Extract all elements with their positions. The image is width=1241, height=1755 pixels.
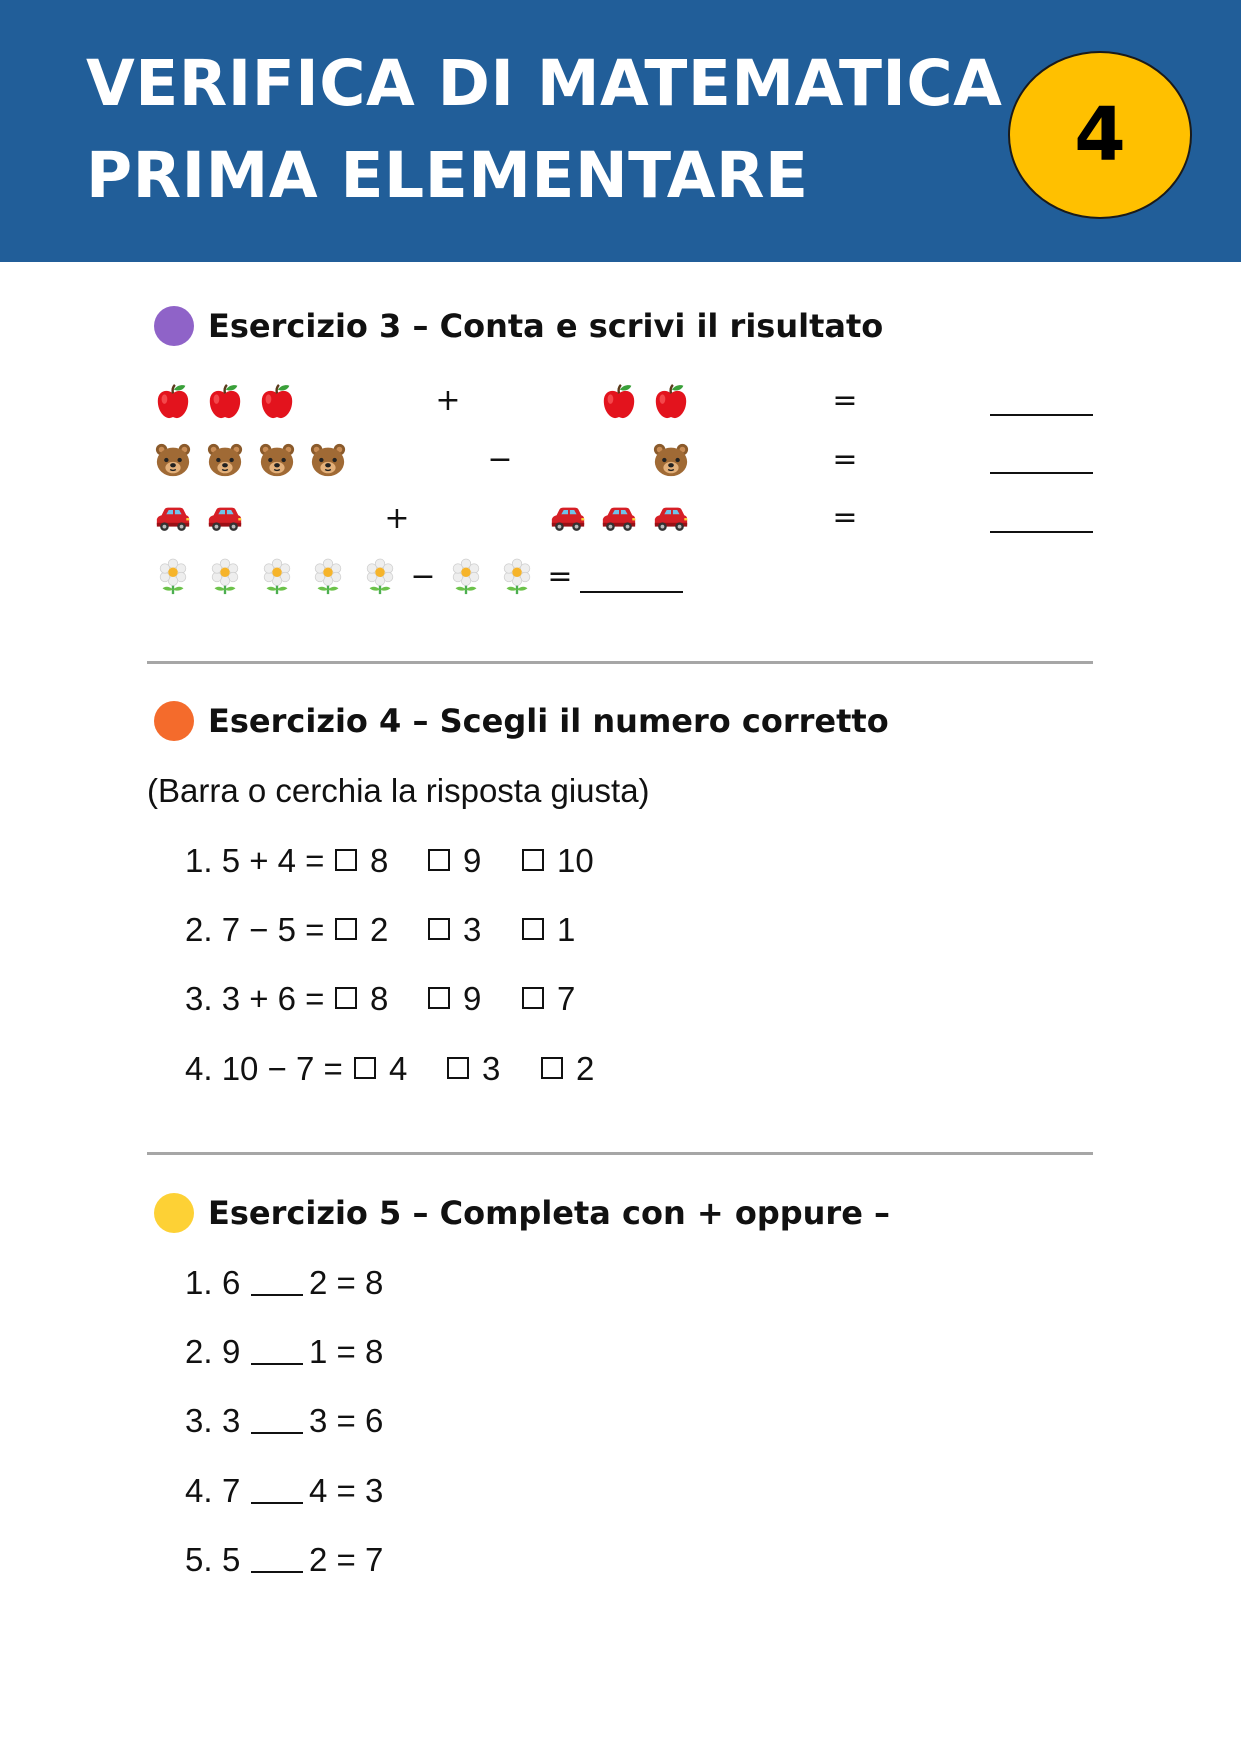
option-label: 9 (463, 980, 482, 1017)
flower-icon (447, 558, 485, 596)
operator-minus: − (410, 559, 436, 594)
car-icon (206, 500, 244, 538)
operator-blank[interactable] (251, 1571, 303, 1573)
checkbox[interactable] (335, 987, 357, 1009)
answer-blank[interactable] (580, 591, 683, 593)
checkbox[interactable] (522, 987, 544, 1009)
equals-sign: = (832, 383, 858, 418)
question-label: 1. 5 + 4 = (185, 842, 325, 879)
option-label: 2 (370, 911, 389, 948)
flower-icon (258, 558, 296, 596)
checkbox[interactable] (522, 918, 544, 940)
checkbox[interactable] (335, 918, 357, 940)
title-line-2: PRIMA ELEMENTARE (86, 139, 809, 212)
checkbox[interactable] (428, 849, 450, 871)
operator-plus: + (435, 383, 461, 418)
option-label: 4 (389, 1050, 408, 1087)
equation-rest: 3 = 6 (309, 1402, 384, 1439)
apple-icon (206, 382, 244, 420)
question-label: 2. 7 − 5 = (185, 911, 325, 948)
item-number: 5. (185, 1541, 213, 1578)
bear-face-icon (258, 441, 296, 479)
operator-blank[interactable] (251, 1363, 303, 1365)
option-label: 1 (557, 911, 576, 948)
checkbox[interactable] (354, 1057, 376, 1079)
question-label: 3. 3 + 6 = (185, 980, 325, 1017)
first-operand: 5 (222, 1541, 241, 1578)
flower-icon (498, 558, 536, 596)
operator-minus: − (487, 442, 513, 477)
page-number-badge: 4 (1008, 51, 1192, 219)
bear-face-icon (154, 441, 192, 479)
answer-blank[interactable] (990, 414, 1093, 416)
bear-face-icon (309, 441, 347, 479)
checkbox[interactable] (428, 918, 450, 940)
item-number: 1. (185, 1264, 213, 1301)
apple-icon (258, 382, 296, 420)
option-label: 8 (370, 980, 389, 1017)
operator-blank[interactable] (251, 1502, 303, 1504)
option-label: 9 (463, 842, 482, 879)
flower-icon (309, 558, 347, 596)
operator-blank[interactable] (251, 1294, 303, 1296)
exercise4-heading: Esercizio 4 – Scegli il numero corretto (208, 702, 889, 740)
option-label: 3 (482, 1050, 501, 1087)
equation-rest: 2 = 7 (309, 1541, 384, 1578)
title-line-1: VERIFICA DI MATEMATICA (86, 47, 1003, 120)
item-number: 3. (185, 1402, 213, 1439)
section-divider (147, 1152, 1093, 1155)
car-icon (154, 500, 192, 538)
exercise5-heading: Esercizio 5 – Completa con + oppure – (208, 1194, 891, 1232)
car-icon (600, 500, 638, 538)
equals-sign: = (832, 442, 858, 477)
first-operand: 9 (222, 1333, 241, 1370)
car-icon (549, 500, 587, 538)
item-number: 4. (185, 1472, 213, 1509)
flower-icon (361, 558, 399, 596)
option-label: 10 (557, 842, 594, 879)
car-icon (652, 500, 690, 538)
apple-icon (652, 382, 690, 420)
bear-face-icon (652, 441, 690, 479)
equation-rest: 2 = 8 (309, 1264, 384, 1301)
option-label: 7 (557, 980, 576, 1017)
equals-sign: = (832, 500, 858, 535)
checkbox[interactable] (522, 849, 544, 871)
option-label: 8 (370, 842, 389, 879)
item-number: 2. (185, 1333, 213, 1370)
exercise4-bullet (154, 701, 194, 741)
equation-rest: 4 = 3 (309, 1472, 384, 1509)
exercise5-bullet (154, 1193, 194, 1233)
checkbox[interactable] (447, 1057, 469, 1079)
flower-icon (206, 558, 244, 596)
equals-sign: = (547, 559, 573, 594)
apple-icon (600, 382, 638, 420)
exercise3-bullet (154, 306, 194, 346)
header-banner (0, 0, 1241, 262)
exercise4-instruction: (Barra o cerchia la risposta giusta) (147, 772, 650, 809)
bear-face-icon (206, 441, 244, 479)
answer-blank[interactable] (990, 472, 1093, 474)
option-label: 2 (576, 1050, 595, 1087)
first-operand: 3 (222, 1402, 241, 1439)
operator-plus: + (384, 501, 410, 536)
option-label: 3 (463, 911, 482, 948)
flower-icon (154, 558, 192, 596)
first-operand: 7 (222, 1472, 241, 1509)
equation-rest: 1 = 8 (309, 1333, 384, 1370)
section-divider (147, 661, 1093, 664)
apple-icon (154, 382, 192, 420)
exercise3-heading: Esercizio 3 – Conta e scrivi il risultato (208, 307, 884, 345)
checkbox[interactable] (541, 1057, 563, 1079)
checkbox[interactable] (428, 987, 450, 1009)
first-operand: 6 (222, 1264, 241, 1301)
checkbox[interactable] (335, 849, 357, 871)
answer-blank[interactable] (990, 531, 1093, 533)
operator-blank[interactable] (251, 1432, 303, 1434)
question-label: 4. 10 − 7 = (185, 1050, 343, 1087)
